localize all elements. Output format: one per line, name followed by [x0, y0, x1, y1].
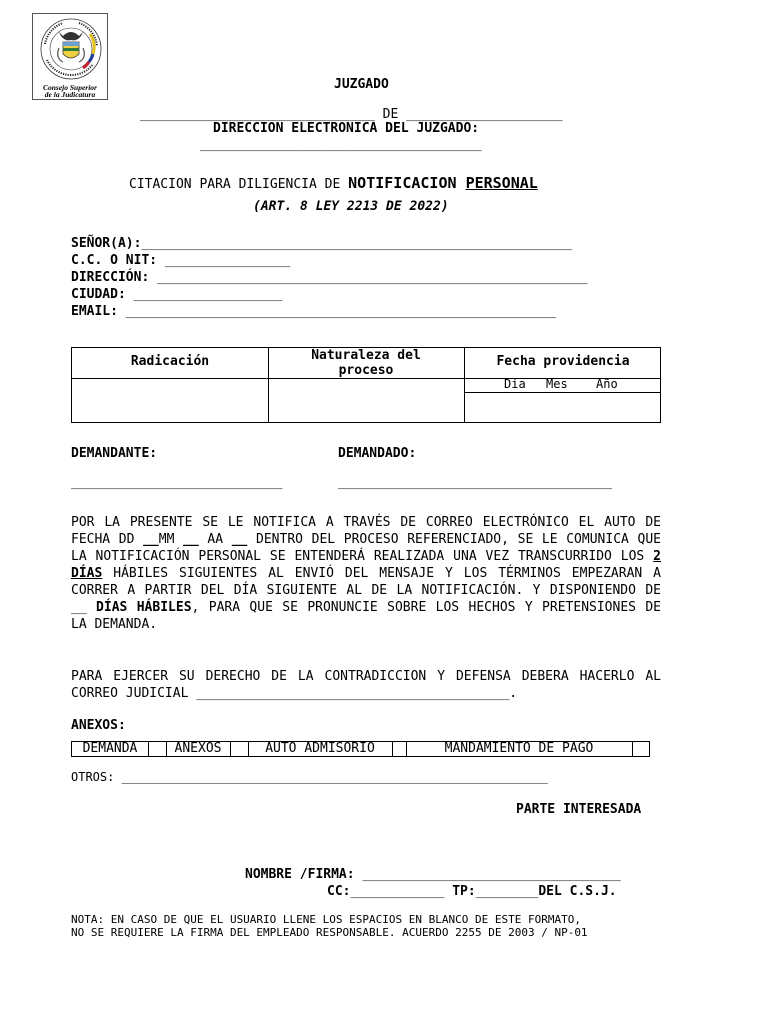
anexo-separator [230, 742, 231, 756]
juzgado-blank-line: ______________________________ DE ____________________ [140, 107, 563, 122]
ciudad-label: CIUDAD: [71, 287, 126, 302]
document-title [129, 174, 538, 192]
tp-blank: ________ [475, 884, 539, 899]
contradiccion-paragraph: PARA EJERCER SU DERECHO DE LA CONTRADICCION Y DEFENSA DEBERA HACERLO AL CORREO JUDICIAL ________________________________________. [71, 669, 661, 701]
field-cc-nit [71, 253, 290, 268]
tp-label: TP: [452, 884, 476, 899]
field-email [71, 304, 556, 319]
notification-paragraph [71, 514, 661, 633]
anexo-separator [392, 742, 393, 756]
anexo-separator [632, 742, 633, 756]
month-blank: __ [183, 532, 199, 547]
fecha-providencia-header: Fecha providencia [496, 354, 630, 369]
radicacion-header: Radicación [130, 354, 210, 369]
juzgado-heading: JUZGADO [334, 77, 389, 92]
direccion-label: DIRECCIÓN: [71, 270, 150, 285]
direccion-electronica-blank: ____________________________________ [200, 137, 482, 152]
nota-line1: NOTA: EN CASO DE QUE EL USUARIO LLENE LOS ESPACIOS EN BLANCO DE ESTE FORMATO, [71, 913, 581, 926]
field-otros [71, 770, 548, 784]
nota-line2: NO SE REQUIERE LA FIRMA DEL EMPLEADO RESPONSABLE. ACUERDO 2255 DE 2003 / NP-01 [71, 926, 588, 939]
year-blank: __ [231, 532, 248, 547]
demandado-blank: ___________________________________ [338, 475, 612, 490]
demandante-label: DEMANDANTE: [71, 446, 158, 461]
demandante-blank: ___________________________ [71, 475, 283, 490]
mes-label: Mes [546, 377, 568, 391]
anexos-label: ANEXOS: [71, 718, 126, 733]
cc-nit-blank: ________________ [164, 253, 291, 268]
cc-nit-label: C.C. O NIT: [71, 253, 158, 268]
field-ciudad [71, 287, 282, 302]
title-bold-notificacion: NOTIFICACION [348, 174, 457, 192]
field-nombre-firma [245, 867, 621, 882]
email-blank: _______________________________________________________ [125, 304, 557, 319]
naturaleza-header-line1: Naturaleza del [311, 348, 421, 363]
table-subheader-line [464, 392, 660, 393]
csj-label: DEL C.S.J. [538, 884, 617, 899]
dia-label: Día [504, 377, 526, 391]
senor-label: SEÑOR(A): [71, 236, 142, 251]
anexos-checklist [71, 741, 650, 757]
logo-caption-line1: Consejo Superior [43, 83, 97, 92]
field-cc-tp [327, 884, 617, 899]
dias-habiles-term: DÍAS HÁBILES [96, 600, 192, 615]
coat-of-arms-icon [33, 14, 109, 84]
judicial-seal-logo [32, 13, 108, 100]
naturaleza-header-line2: proceso [338, 363, 394, 378]
body-text-segment: AA [198, 532, 232, 547]
senor-blank: _______________________________________________________ [141, 236, 572, 251]
anexo-demanda: DEMANDA [82, 741, 138, 756]
logo-caption-line2: de la Judicatura [44, 90, 96, 99]
otros-blank: ___________________________________________________________ [121, 770, 548, 784]
body-text-segment: HÁBILES SIGUIENTES AL ENVIÓ DEL MENSAJE Y LOS TÉRMINOS EMPEZARAN A CORRER A PARTIR DEL DÍA SIGUIENTE AL DE LA NOTIFICACIÓN. Y DISPONIENDO DE __ [71, 566, 661, 615]
demandado-label: DEMANDADO: [338, 446, 417, 461]
title-prefix: CITACION PARA DILIGENCIA DE [129, 177, 349, 192]
body-text-segment: POR LA PRESENTE SE LE NOTIFICA A TRAVÉS DE CORREO ELECTRÓNICO EL AUTO DE FECHA DD [71, 515, 661, 547]
field-senor [71, 236, 572, 251]
anexo-mandamiento-de-pago: MANDAMIENTO DE PAGO [444, 741, 594, 756]
email-label: EMAIL: [71, 304, 118, 319]
anexo-auto-admisorio: AUTO ADMISORIO [265, 741, 375, 756]
nombre-firma-label: NOMBRE /FIRMA: [245, 867, 355, 882]
body-text-segment: DENTRO DEL PROCESO REFERENCIADO, SE LE COMUNICA QUE LA NOTIFICACIÓN PERSONAL SE ENTENDERÁ REALIZADA UNA VEZ TRANSCURRIDO LOS [71, 532, 661, 564]
cc-label: CC: [327, 884, 351, 899]
anexo-separator [148, 742, 149, 756]
two-days-term: 2 DÍAS [71, 549, 661, 581]
radicacion-table [71, 347, 661, 423]
title-bold-personal: PERSONAL [465, 174, 538, 192]
direccion-blank: _______________________________________________________ [157, 270, 588, 285]
table-header-line [72, 378, 660, 379]
day-blank: __ [143, 532, 159, 547]
cc-blank: ____________ [350, 884, 445, 899]
body-text-segment: MM [158, 532, 184, 547]
body-text-segment: , PARA QUE SE PRONUNCIE SOBRE LOS HECHOS Y PRETENSIONES DE LA DEMANDA. [71, 600, 662, 632]
ano-label: Año [596, 377, 618, 391]
document-subtitle: (ART. 8 LEY 2213 DE 2022) [253, 199, 449, 214]
parte-interesada-label: PARTE INTERESADA [516, 802, 642, 817]
otros-label: OTROS: [71, 770, 115, 784]
ciudad-blank: ___________________ [133, 287, 283, 302]
field-direccion [71, 270, 588, 285]
nombre-firma-blank: _________________________________ [362, 867, 621, 882]
anexo-anexos: ANEXOS [174, 741, 222, 756]
direccion-electronica-label: DIRECCION ELECTRONICA DEL JUZGADO: [213, 121, 480, 136]
